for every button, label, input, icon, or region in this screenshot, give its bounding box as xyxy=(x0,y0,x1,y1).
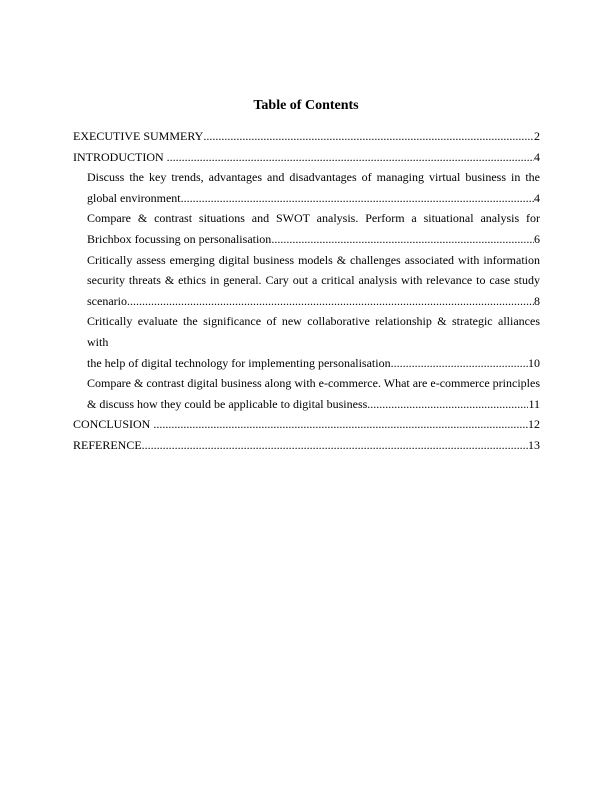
toc-entry-line: security threats & ethics in general. Cary out a critical analysis with relevance to case study xyxy=(87,273,540,288)
toc-entry-line: Compare & contrast digital business along with e-commerce. What are e-commerce principles xyxy=(87,376,540,391)
dot-leader xyxy=(153,414,528,435)
toc-entry-label: scenario xyxy=(87,293,127,308)
toc-entry-line: Critically assess emerging digital business models & challenges associated with information xyxy=(87,252,540,267)
toc-entry-strategic-alliances[interactable] xyxy=(73,311,540,373)
toc-entry-conclusion[interactable] xyxy=(73,414,540,435)
toc-entry-page: 10 xyxy=(528,355,540,370)
toc-entry-page: 8 xyxy=(534,293,540,308)
dot-leader xyxy=(271,229,534,250)
toc-entry-label: Brichbox focussing on personalisation xyxy=(87,231,272,246)
toc-entry-page: 6 xyxy=(534,231,540,246)
dot-leader xyxy=(142,435,528,456)
toc-entry-swot-analysis[interactable] xyxy=(73,208,540,249)
toc-entry-page: 4 xyxy=(534,190,540,205)
toc-entry-label: REFERENCE xyxy=(73,437,142,452)
toc-entry-label: CONCLUSION xyxy=(73,417,154,432)
table-of-contents xyxy=(73,126,540,456)
toc-entry-label: & discuss how they could be applicable to digital business xyxy=(87,396,368,411)
dot-leader xyxy=(203,126,534,147)
toc-entry-page: 13 xyxy=(528,437,540,452)
toc-entry-line: Compare & contrast situations and SWOT analysis. Perform a situational analysis for xyxy=(87,211,540,226)
dot-leader xyxy=(391,353,528,374)
toc-entry-reference[interactable] xyxy=(73,435,540,456)
toc-entry-line: Critically evaluate the significance of new collaborative relationship & strategic alliances with xyxy=(87,314,540,349)
toc-entry-label: the help of digital technology for implementing personalisation xyxy=(87,355,391,370)
toc-title: Table of Contents xyxy=(253,98,359,113)
dot-leader xyxy=(167,147,534,168)
toc-entry-page: 11 xyxy=(528,396,540,411)
toc-entry-page: 12 xyxy=(528,417,540,432)
dot-leader xyxy=(367,394,528,415)
toc-entry-e-commerce-principles[interactable] xyxy=(73,373,540,414)
toc-entry-label: EXECUTIVE SUMMERY xyxy=(73,129,204,143)
toc-entry-page: 4 xyxy=(534,149,540,164)
toc-entry-introduction[interactable] xyxy=(73,147,540,168)
toc-entry-label: INTRODUCTION xyxy=(73,149,167,164)
dot-leader xyxy=(181,188,534,209)
toc-entry-label: global environment xyxy=(87,190,181,205)
toc-entry-digital-business-models[interactable] xyxy=(73,250,540,312)
toc-entry-line: Discuss the key trends, advantages and disadvantages of managing virtual business in the xyxy=(87,170,540,185)
toc-entry-executive-summery[interactable] xyxy=(73,126,540,147)
toc-entry-page: 2 xyxy=(534,129,540,143)
toc-entry-key-trends[interactable] xyxy=(73,167,540,208)
dot-leader xyxy=(127,291,534,312)
